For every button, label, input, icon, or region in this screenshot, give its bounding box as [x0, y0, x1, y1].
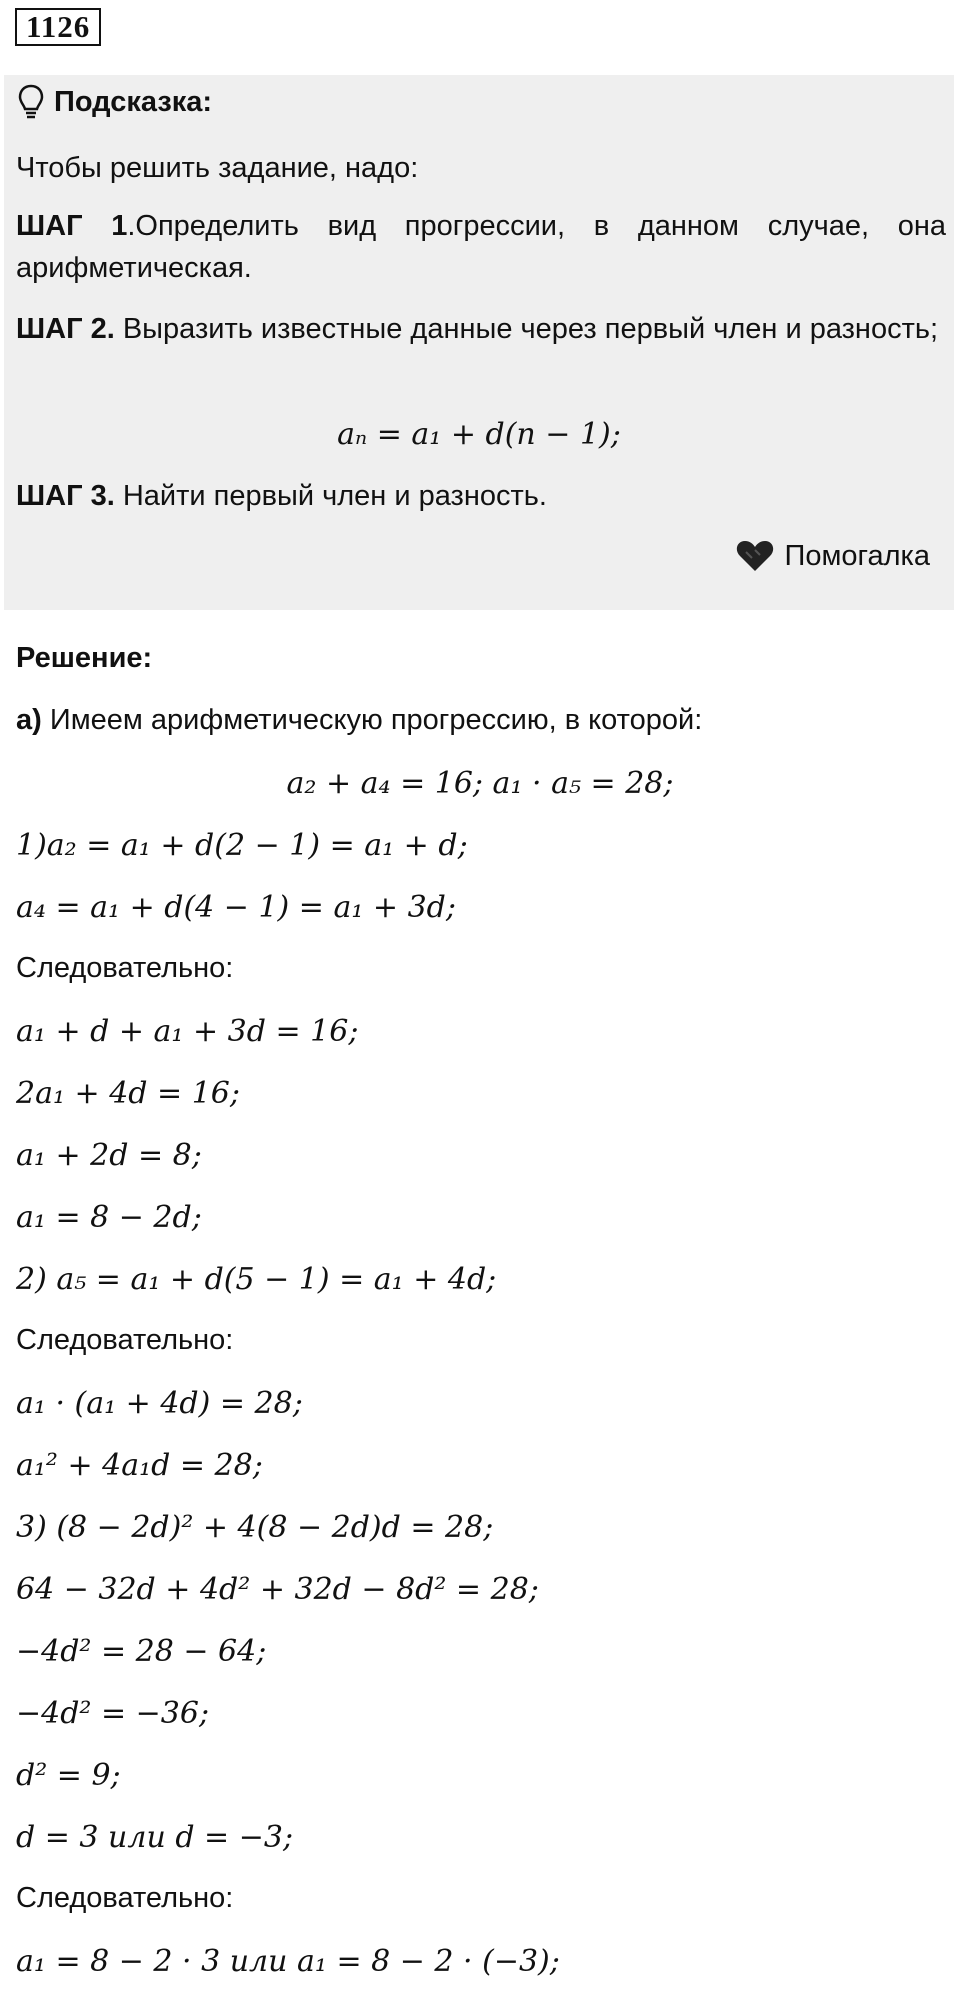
step-1-text: .Определить вид прогрессии, в данном случае, она арифметическая.: [16, 210, 947, 284]
hint-step-2: [16, 308, 946, 350]
step-2-text: Выразить известные данные через первый член и разность;: [114, 313, 939, 345]
step-3-text: Найти первый член и разность.: [114, 480, 547, 512]
hint-step-3: [16, 475, 946, 517]
solution-line: −4d² = −36;: [16, 1696, 210, 1731]
solution-line: Следовательно:: [16, 1324, 234, 1356]
solution-line: d = 3 или d = −3;: [16, 1820, 294, 1855]
solution-line: Следовательно:: [16, 952, 234, 984]
pomogalka-label: Помогалка: [784, 539, 930, 572]
solution-title: [16, 642, 152, 675]
step-2-label: ШАГ 2.: [16, 313, 115, 345]
solution-line: a₂ + a₄ = 16; a₁ · a₅ = 28;: [286, 766, 674, 801]
solution-line: 3) (8 − 2d)² + 4(8 − 2d)d = 28;: [16, 1510, 494, 1545]
hint-intro: Чтобы решить задание, надо:: [16, 152, 419, 184]
solution-line: d² = 9;: [16, 1758, 121, 1793]
hint-title-text: Подсказка:: [54, 85, 213, 118]
heart-icon: [735, 539, 775, 573]
pomogalka-credit: [735, 539, 930, 573]
hint-box: [4, 75, 954, 610]
solution-line: 2) a₅ = a₁ + d(5 − 1) = a₁ + 4d;: [16, 1262, 497, 1297]
task-number: 1126: [15, 8, 101, 46]
solution-part-a: [16, 704, 702, 737]
hint-step-1: [16, 205, 946, 289]
solution-line: a₁ + 2d = 8;: [16, 1138, 202, 1173]
solution-line: 64 − 32d + 4d² + 32d − 8d² = 28;: [16, 1572, 539, 1607]
solution-line: Следовательно:: [16, 1882, 234, 1914]
solution-line: a₄ = a₁ + d(4 − 1) = a₁ + 3d;: [16, 890, 456, 925]
part-a-label: а): [16, 704, 42, 736]
solution-line: 1)a₂ = a₁ + d(2 − 1) = a₁ + d;: [16, 828, 468, 863]
solution-line: a₁ = 8 − 2d;: [16, 1200, 202, 1235]
solution-line: a₁² + 4a₁d = 28;: [16, 1448, 263, 1483]
step-3-label: ШАГ 3.: [16, 480, 115, 512]
step-1-label: ШАГ 1: [16, 210, 128, 242]
solution-line: 2a₁ + 4d = 16;: [16, 1076, 240, 1111]
solution-line: a₁ = 8 − 2 · 3 или a₁ = 8 − 2 · (−3);: [16, 1944, 560, 1979]
solution-title-text: Решение:: [16, 642, 153, 674]
hint-title: [18, 84, 212, 120]
solution-line: −4d² = 28 − 64;: [16, 1634, 267, 1669]
lightbulb-icon: [18, 84, 44, 120]
solution-line: a₁ · (a₁ + 4d) = 28;: [16, 1386, 303, 1421]
hint-formula: aₙ = a₁ + d(n − 1);: [337, 417, 621, 452]
part-a-intro: Имеем арифметическую прогрессию, в которой:: [41, 704, 703, 736]
solution-line: a₁ + d + a₁ + 3d = 16;: [16, 1014, 359, 1049]
